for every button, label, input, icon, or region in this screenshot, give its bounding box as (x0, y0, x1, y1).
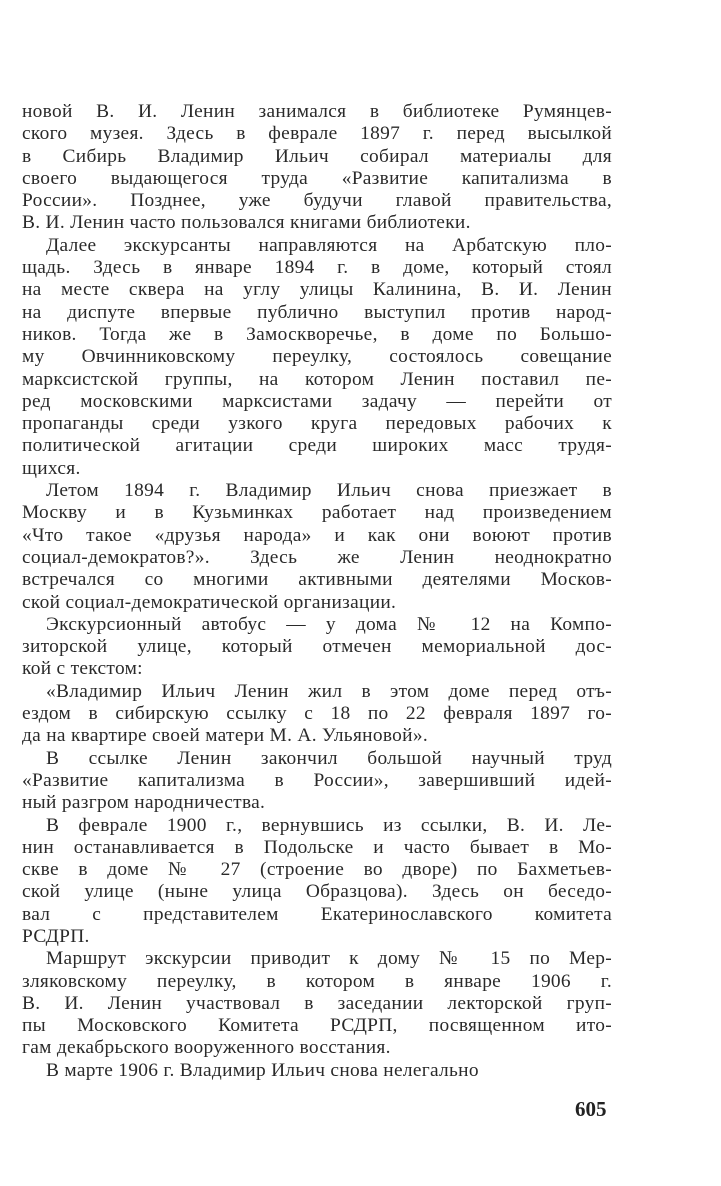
text-line: России». Позднее, уже будучи главой правительства, (22, 190, 612, 212)
text-line: марксистской группы, на котором Ленин поставил пе- (22, 368, 612, 390)
paragraph (22, 748, 612, 815)
text-line: своего выдающегося труда «Развитие капитализма в (22, 167, 612, 189)
text-line: зиторской улице, который отмечен мемориальной дос- (22, 636, 612, 658)
text-line: Летом 1894 г. Владимир Ильич снова приезжает в (46, 480, 612, 502)
paragraph (22, 948, 612, 1059)
text-line: нин останавливается в Подольске и часто бывает в Мо- (22, 836, 612, 858)
paragraph (22, 101, 612, 235)
text-line: ный разгром народничества. (22, 792, 266, 814)
text-line: зляковскому переулку, в котором в январе 1906 г. (22, 970, 612, 992)
text-line: Маршрут экскурсии приводит к дому № 15 по Мер- (46, 948, 612, 970)
text-line: вал с представителем Екатеринославского комитета (22, 903, 612, 925)
text-line: на диспуте впервые публично выступил против народ- (22, 301, 612, 323)
text-line: на месте сквера на углу улицы Калинина, В. И. Ленин (22, 279, 612, 301)
text-line: ской улице (ныне улица Образцова). Здесь он беседо- (22, 881, 612, 903)
text-line: В марте 1906 г. Владимир Ильич снова нелегально (46, 1059, 479, 1081)
text-line: гам декабрьского вооруженного восстания. (22, 1037, 391, 1059)
paragraph (22, 614, 612, 681)
text-line: ред московскими марксистами задачу — перейти от (22, 390, 612, 412)
text-line: му Овчинниковскому переулку, состоялось совещание (22, 346, 612, 368)
paragraph (22, 1060, 612, 1082)
body-text (22, 101, 612, 1082)
text-line: «Развитие капитализма в России», завершивший идей- (22, 769, 612, 791)
text-line: скве в доме № 27 (строение во дворе) по Бахметьев- (22, 859, 612, 881)
text-line: ездом в сибирскую ссылку с 18 по 22 февраля 1897 го- (22, 703, 612, 725)
text-line: пропаганды среди узкого круга передовых рабочих к (22, 413, 612, 435)
text-line: «Владимир Ильич Ленин жил в этом доме перед отъ- (46, 680, 612, 702)
text-line: Далее экскурсанты направляются на Арбатскую пло- (46, 234, 612, 256)
text-line: В. И. Ленин участвовал в заседании лекторской груп- (22, 992, 612, 1014)
text-line: да на квартире своей матери М. А. Ульяновой». (22, 725, 428, 747)
text-line: В ссылке Ленин закончил большой научный труд (46, 747, 612, 769)
text-line: пы Московского Комитета РСДРП, посвященном ито- (22, 1015, 612, 1037)
page-number: 605 (575, 1097, 607, 1121)
text-line: РСДРП. (22, 925, 90, 947)
text-line: в Сибирь Владимир Ильич собирал материалы для (22, 145, 612, 167)
text-line: Экскурсионный автобус — у дома № 12 на Компо- (46, 613, 612, 635)
text-line: щихся. (22, 457, 81, 479)
text-line: Москву и в Кузьминках работает над произведением (22, 502, 612, 524)
paragraph (22, 681, 612, 748)
text-line: кой с текстом: (22, 658, 143, 680)
text-line: ской социал-демократической организации. (22, 591, 397, 613)
text-line: «Что такое «друзья народа» и как они воюют против (22, 524, 612, 546)
text-line: социал-демократов?». Здесь же Ленин неоднократно (22, 546, 612, 568)
text-line: ников. Тогда же в Замоскворечье, в доме по Большо- (22, 323, 612, 345)
text-line: щадь. Здесь в январе 1894 г. в доме, который стоял (22, 257, 612, 279)
text-line: встречался со многими активными деятелями Москов- (22, 569, 612, 591)
text-line: В феврале 1900 г., вернувшись из ссылки, В. И. Ле- (46, 814, 612, 836)
paragraph (22, 815, 612, 949)
text-line: В. И. Ленин часто пользовался книгами библиотеки. (22, 212, 471, 234)
text-line: новой В. И. Ленин занимался в библиотеке Румянцев- (22, 101, 612, 122)
paragraph (22, 235, 612, 480)
paragraph (22, 480, 612, 614)
text-line: политической агитации среди широких масс трудя- (22, 435, 612, 457)
text-line: ского музея. Здесь в феврале 1897 г. перед высылкой (22, 123, 612, 145)
